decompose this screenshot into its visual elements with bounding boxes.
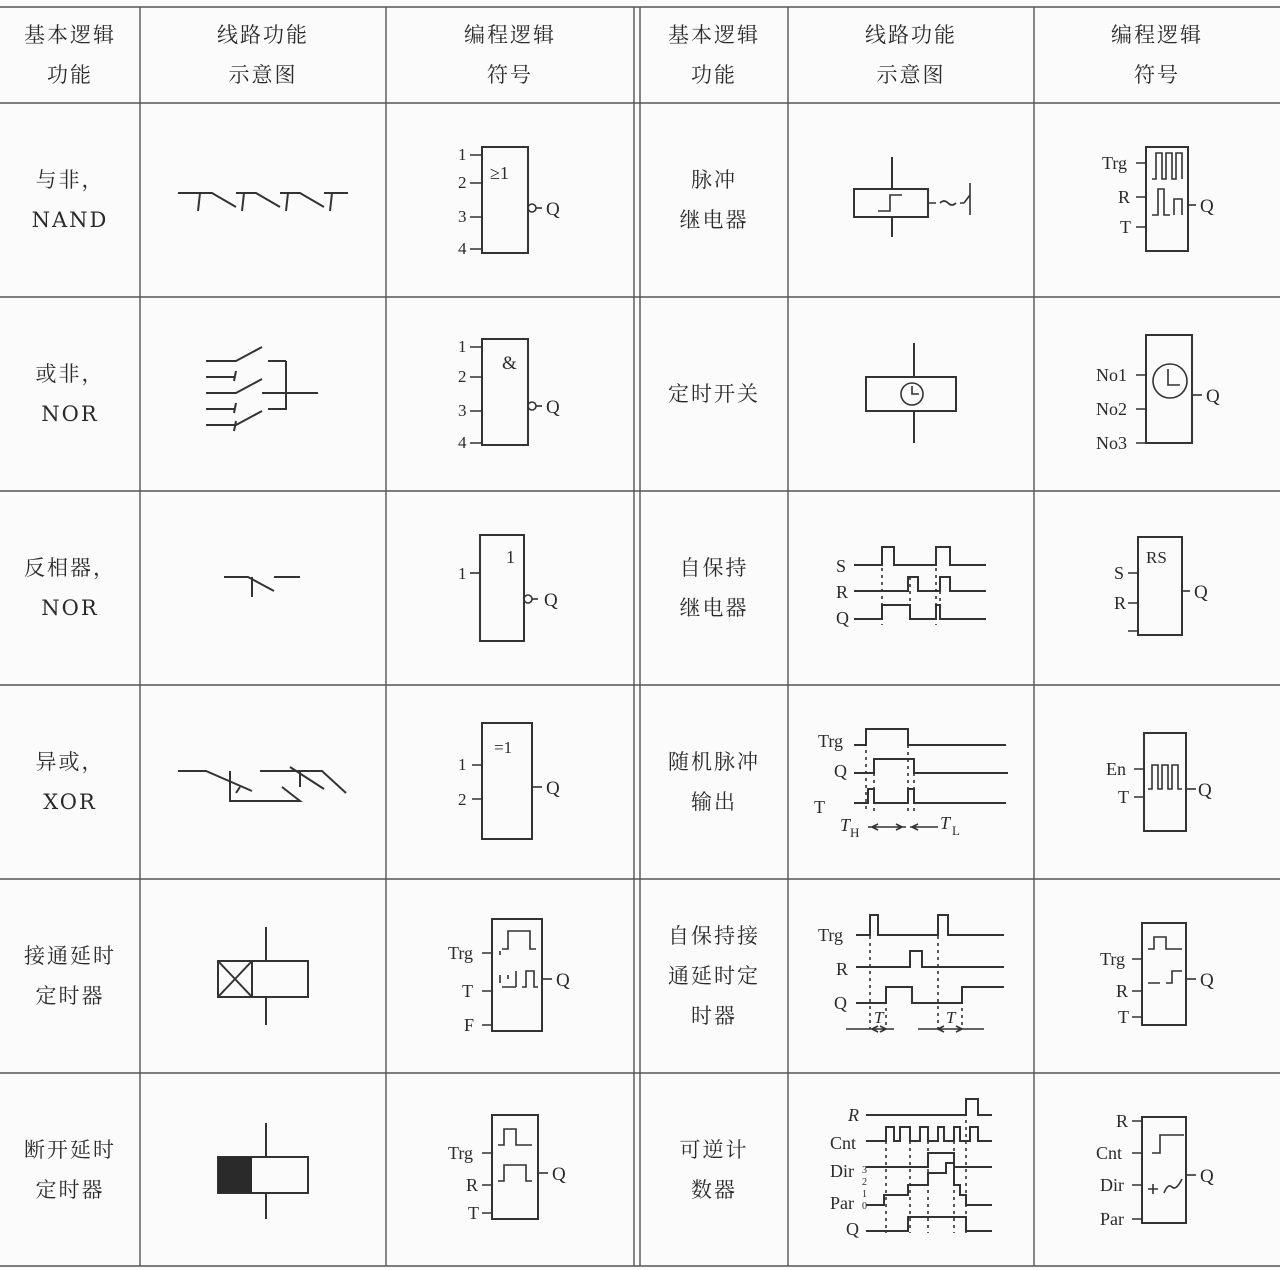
symbol-on-delay-block [386, 879, 634, 1073]
svg-text:Trg: Trg [818, 925, 844, 945]
svg-text:R: R [1114, 593, 1127, 613]
function-random-pulse: 随机脉冲 输出 [668, 750, 760, 814]
function-pulse-relay: 脉冲 继电器 [679, 168, 749, 232]
svg-text:R: R [836, 582, 849, 602]
svg-text:2: 2 [458, 173, 467, 192]
svg-text:Q: Q [1200, 970, 1214, 991]
function-on-delay-timer: 接通延时 定时器 [24, 944, 116, 1008]
header-function-right: 基本逻辑 功能 [668, 23, 760, 87]
symbol-xor-block [386, 685, 634, 879]
svg-text:Q: Q [1198, 780, 1212, 801]
circuit-nand-series-contacts [140, 103, 386, 297]
circuit-on-delay-coil [140, 879, 386, 1073]
symbol-time-switch-block [1034, 297, 1280, 491]
timing-rs-relay [788, 491, 1034, 685]
symbol-counter-block [1034, 1073, 1280, 1266]
svg-text:Trg: Trg [448, 1143, 474, 1163]
svg-text:Par: Par [830, 1193, 854, 1213]
svg-text:T: T [468, 1203, 479, 1223]
svg-text:R: R [836, 959, 849, 979]
svg-text:Trg: Trg [1100, 949, 1126, 969]
function-up-down-counter: 可逆计 数器 [679, 1137, 749, 1202]
svg-text:No1: No1 [1096, 365, 1127, 385]
svg-text:Q: Q [544, 590, 558, 611]
svg-text:RS: RS [1146, 548, 1167, 567]
svg-text:Q: Q [546, 397, 560, 418]
svg-text:T: T [940, 813, 951, 833]
svg-text:&: & [502, 353, 517, 374]
svg-text:T: T [814, 797, 825, 817]
circuit-pulse-relay [788, 103, 1034, 297]
svg-text:3: 3 [458, 401, 467, 420]
circuit-nor-parallel-contacts [140, 297, 386, 491]
timing-up-down-counter [788, 1073, 1034, 1266]
svg-text:T: T [1120, 217, 1131, 237]
svg-text:No2: No2 [1096, 399, 1127, 419]
svg-text:R: R [1118, 187, 1131, 207]
function-xor: 异或， XOR [35, 750, 105, 814]
svg-text:1: 1 [458, 755, 467, 774]
svg-text:Cnt: Cnt [1096, 1143, 1123, 1163]
function-latching-relay: 自保持 继电器 [679, 556, 749, 620]
svg-text:3: 3 [862, 1165, 867, 1176]
svg-text:2: 2 [862, 1177, 867, 1188]
symbol-latching-relay-block [1034, 491, 1280, 685]
svg-text:Q: Q [836, 608, 849, 628]
symbol-off-delay-block [386, 1073, 634, 1266]
svg-text:Q: Q [1200, 196, 1214, 217]
svg-text:S: S [1114, 563, 1125, 583]
function-nand: 与非， NAND [31, 168, 109, 232]
svg-text:Trg: Trg [818, 731, 844, 751]
header-function: 基本逻辑 功能 [24, 23, 116, 87]
svg-text:Q: Q [546, 199, 560, 220]
circuit-time-switch [788, 297, 1034, 491]
svg-text:Q: Q [846, 1219, 859, 1239]
svg-text:Par: Par [1100, 1209, 1124, 1229]
symbol-random-pulse-block [1034, 685, 1280, 879]
svg-text:1: 1 [458, 564, 467, 583]
timing-retentive-on-delay [788, 879, 1034, 1073]
symbol-inverter-block [386, 491, 634, 685]
svg-text:Dir: Dir [830, 1161, 854, 1181]
svg-text:T: T [1118, 1007, 1129, 1027]
svg-text:Q: Q [834, 993, 847, 1013]
svg-text:T: T [946, 1008, 956, 1027]
svg-text:R: R [848, 1105, 859, 1125]
circuit-off-delay-coil [140, 1073, 386, 1266]
svg-text:Q: Q [1206, 386, 1220, 407]
svg-text:1: 1 [458, 145, 467, 164]
timing-random-pulse [788, 685, 1034, 879]
function-off-delay-timer: 断开延时 定时器 [24, 1137, 116, 1202]
symbol-retentive-on-delay-block [1034, 879, 1280, 1073]
svg-text:Q: Q [556, 970, 570, 991]
svg-text:Q: Q [1194, 582, 1208, 603]
svg-text:2: 2 [458, 367, 467, 386]
svg-text:T: T [462, 981, 473, 1001]
svg-text:Trg: Trg [1102, 153, 1128, 173]
svg-text:4: 4 [458, 239, 467, 258]
svg-text:L: L [952, 823, 960, 838]
svg-text:Trg: Trg [448, 943, 474, 963]
header-circuit-diagram-right: 线路功能 示意图 [865, 23, 957, 87]
function-time-switch: 定时开关 [668, 382, 760, 406]
circuit-xor-contacts [140, 685, 386, 879]
function-retentive-on-delay: 自保持接 通延时定 时器 [668, 924, 760, 1028]
svg-text:T: T [874, 1008, 884, 1027]
header-logic-symbol: 编程逻辑 符号 [464, 23, 556, 87]
symbol-nor-block [386, 297, 634, 491]
symbol-pulse-relay-block [1034, 103, 1280, 297]
svg-text:Q: Q [834, 761, 847, 781]
header-logic-symbol-right: 编程逻辑 符号 [1111, 23, 1203, 87]
svg-text:Q: Q [552, 1164, 566, 1185]
svg-text:0: 0 [862, 1201, 867, 1212]
symbol-nand-label: ≥1 [490, 163, 509, 183]
svg-text:No3: No3 [1096, 433, 1127, 453]
svg-text:Dir: Dir [1100, 1175, 1124, 1195]
function-inverter: 反相器， NOR [24, 556, 116, 620]
svg-text:F: F [464, 1015, 475, 1035]
svg-text:R: R [1116, 1111, 1129, 1131]
svg-text:R: R [1116, 981, 1129, 1001]
function-nor: 或非， NOR [35, 362, 105, 426]
svg-text:4: 4 [458, 433, 467, 452]
svg-text:1: 1 [458, 337, 467, 356]
header-circuit-diagram: 线路功能 示意图 [217, 23, 309, 87]
svg-text:Q: Q [546, 778, 560, 799]
svg-text:S: S [836, 556, 847, 576]
svg-text:R: R [466, 1175, 479, 1195]
svg-text:3: 3 [458, 207, 467, 226]
svg-text:=1: =1 [494, 738, 513, 757]
symbol-nand-block [386, 103, 634, 297]
svg-text:2: 2 [458, 790, 467, 809]
svg-text:Cnt: Cnt [830, 1133, 857, 1153]
svg-text:H: H [850, 825, 860, 840]
svg-text:Q: Q [1200, 1166, 1214, 1187]
svg-text:En: En [1106, 759, 1126, 779]
svg-text:1: 1 [862, 1189, 867, 1200]
circuit-inverter-nc-contact [140, 491, 386, 685]
svg-text:1: 1 [506, 547, 515, 567]
svg-text:T: T [840, 815, 851, 835]
svg-text:T: T [1118, 787, 1129, 807]
